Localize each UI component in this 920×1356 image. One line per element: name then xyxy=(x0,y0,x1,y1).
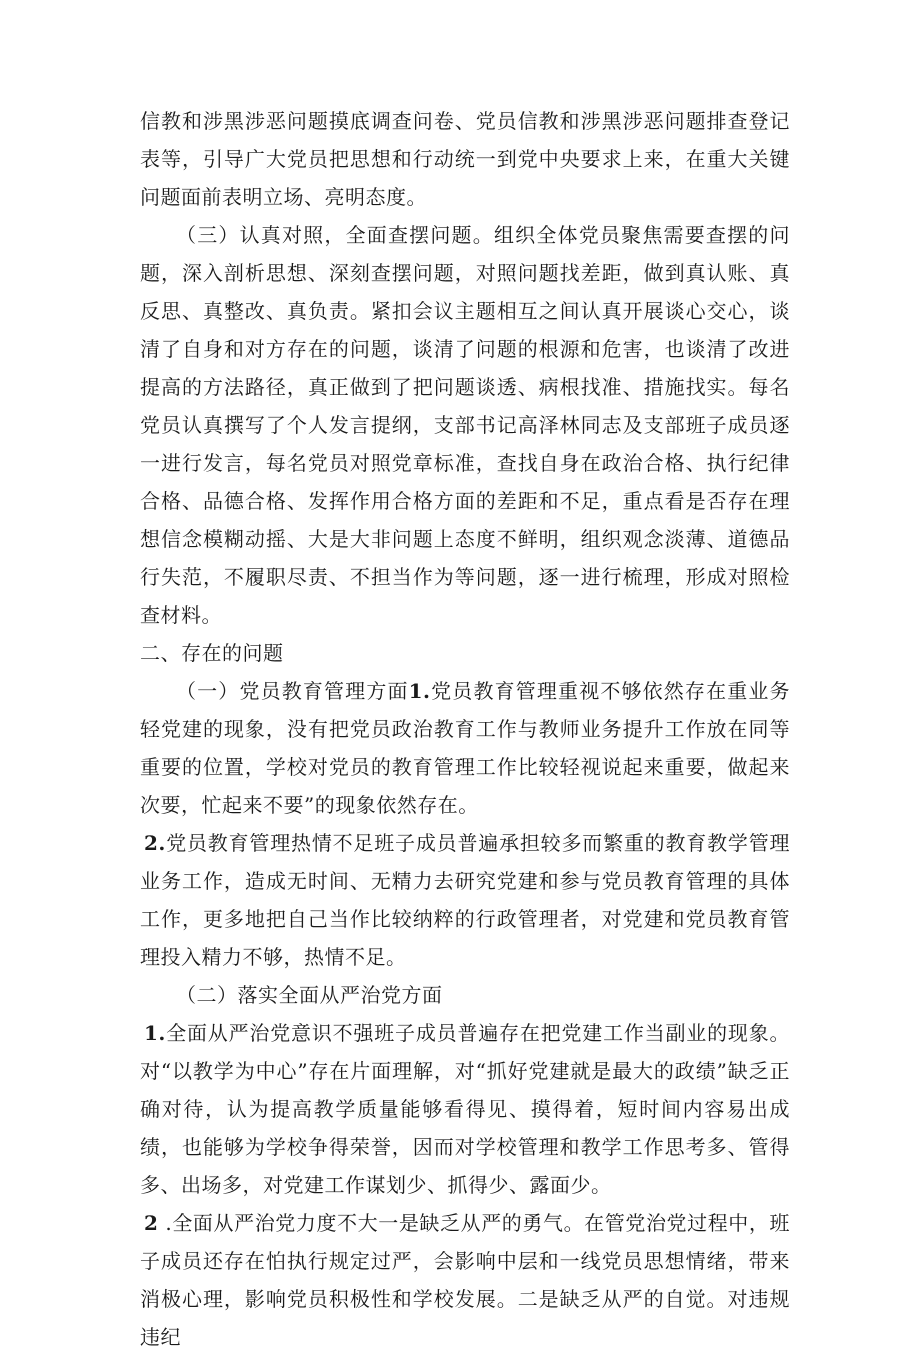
paragraph-member-education xyxy=(140,672,790,824)
item-number: 1. xyxy=(144,1021,166,1045)
paragraph-text: 信教和涉黑涉恶问题摸底调查问卷、党员信教和涉黑涉恶问题排查登记表等，引导广大党员把思想和行动统一到党中央要求上来，在重大关键问题面前表明立场、亮明态度。 xyxy=(140,109,790,209)
heading-text: 二、存在的问题 xyxy=(140,641,284,665)
heading-text: （二）落实全面从严治党方面 xyxy=(176,983,443,1007)
subsection-heading-strict-governance xyxy=(140,976,790,1014)
paragraph-survey xyxy=(140,102,790,216)
paragraph-text: 党员教育管理热情不足班子成员普遍承担较多而繁重的教育教学管理业务工作，造成无时间、无精力去研究党建和参与党员教育管理的具体工作，更多地把自己当作比较纳粹的行政管理者，对党建和党员教育管理投入精力不够，热情不足。 xyxy=(140,831,790,969)
paragraph-awareness xyxy=(140,1014,790,1204)
item-number: 2 xyxy=(144,1211,159,1235)
paragraph-text: 党员教育管理重视不够依然存在重业务轻党建的现象，没有把党员政治教育工作与教师业务提升工作放在同等重要的位置，学校对党员的教育管理工作比较轻视说起来重要，做起来次要，忙起来不要”的现象依然存在。 xyxy=(140,679,791,817)
paragraph-strength xyxy=(140,1204,790,1356)
subheading-text: （一）党员教育管理方面 xyxy=(176,679,409,703)
item-number: 2. xyxy=(144,831,166,855)
paragraph-text: （三）认真对照，全面查摆问题。组织全体党员聚焦需要查摆的问题，深入剖析思想、深刻查摆问题，对照问题找差距，做到真认账、真反思、真整改、真负责。紧扣会议主题相互之间认真开展谈心交心，谈清了自身和对方存在的问题，谈清了问题的根源和危害，也谈清了改进提高的方法路径，真正做到了把问题谈透、病根找准、措施找实。每名党员认真撰写了个人发言提纲，支部书记高泽林同志及支部班子成员逐一进行发言，每名党员对照党章标准，查找自身在政治合格、执行纪律合格、品德合格、发挥作用合格方面的差距和不足，重点看是否存在理想信念模糊动摇、大是大非问题上态度不鲜明，组织观念淡薄、道德品行失范，不履职尽责、不担当作为等问题，逐一进行梳理，形成对照检查材料。 xyxy=(140,223,790,627)
document-body xyxy=(140,102,790,1356)
paragraph-text: 全面从严治党意识不强班子成员普遍存在把党建工作当副业的现象。对“以教学为中心”存在片面理解，对“抓好党建就是最大的政绩”缺乏正确对待，认为提高教学质量能够看得见、摸得着，短时间内容易出成绩，也能够为学校争得荣誉，因而对学校管理和教学工作思考多、管得多、出场多，对党建工作谋划少、抓得少、露面少。 xyxy=(140,1021,790,1197)
paragraph-section-three xyxy=(140,216,790,634)
paragraph-enthusiasm xyxy=(140,824,790,976)
item-number: 1. xyxy=(408,679,431,703)
section-heading-problems xyxy=(140,634,790,672)
paragraph-text: .全面从严治党力度不大一是缺乏从严的勇气。在管党治党过程中，班子成员还存在怕执行规定过严，会影响中层和一线党员思想情绪，带来消极心理，影响党员积极性和学校发展。二是缺乏从严的自觉。对违规违纪 xyxy=(140,1211,790,1349)
